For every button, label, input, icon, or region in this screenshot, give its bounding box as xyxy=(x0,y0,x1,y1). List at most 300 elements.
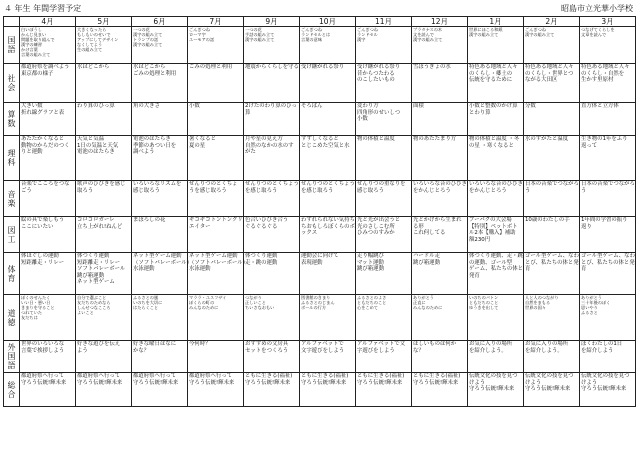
cell-line: ぼくらの町の xyxy=(189,300,215,305)
cell-line: 水はどこから xyxy=(77,64,110,70)
schedule-cell xyxy=(524,295,580,341)
month-header: 9月 xyxy=(244,17,300,27)
cell-line: とび、私たちの体と発 xyxy=(581,259,635,266)
cell-line: 漢字の組み立て xyxy=(245,37,275,42)
schedule-cell xyxy=(300,103,356,136)
schedule-cell xyxy=(468,341,524,373)
cell-line: 友だちのためなら xyxy=(77,300,111,305)
schedule-cell xyxy=(580,64,636,103)
schedule-cell xyxy=(20,217,76,253)
cell-line: 漢字の組み立て xyxy=(413,37,443,42)
schedule-cell xyxy=(132,136,188,181)
schedule-cell xyxy=(132,27,188,64)
schedule-cell xyxy=(76,253,132,295)
schedule-cell xyxy=(524,103,580,136)
cell-line: 自然をまもる xyxy=(525,300,551,305)
schedule-cell xyxy=(468,295,524,341)
cell-line: わすれられない気持ち xyxy=(301,217,355,223)
subject-row xyxy=(4,64,636,103)
cell-line: を紹介しよう xyxy=(581,347,614,354)
schedule-cell xyxy=(20,341,76,373)
cell-line: 表現運動 xyxy=(301,259,323,266)
cell-line: 角の大きさ xyxy=(133,103,160,109)
cell-line: を感じ取ろう xyxy=(301,187,334,194)
cell-line: 面積 xyxy=(413,103,424,109)
cell-line: せんりつの重なりを xyxy=(357,181,406,187)
cell-line: 言葉の組み立て xyxy=(21,52,51,57)
cell-line: 体ほぐしの運動 xyxy=(21,253,59,259)
cell-line: 天気と気温 xyxy=(77,136,104,142)
cell-line: ゴール型ゲーム、なわ xyxy=(525,253,579,259)
subject-label xyxy=(4,341,20,373)
cell-line: プラタナスの木 xyxy=(413,27,443,32)
cell-line: 文章を読んで xyxy=(581,32,607,37)
page-title: ４ 年生 年間学習予定 xyxy=(4,4,82,13)
cell-line: 文字遊びをしよう xyxy=(301,347,345,354)
subject-char: 育 xyxy=(7,273,16,283)
schedule-cell xyxy=(412,295,468,341)
cell-line: 手話の組み立て xyxy=(245,32,275,37)
subject-row xyxy=(4,136,636,181)
cell-line: ぼくわたしの1日 xyxy=(581,341,623,347)
cell-line: とじこめた空気と水 xyxy=(301,142,350,149)
subject-char: 会 xyxy=(7,83,16,92)
cell-line: を感じ取ろう xyxy=(245,187,278,194)
schedule-cell xyxy=(524,181,580,217)
cell-line: 守ろう伝統!輝未来 xyxy=(525,386,571,392)
schedule-cell xyxy=(524,64,580,103)
schedule-cell xyxy=(580,217,636,253)
cell-line: 守ろう伝統!輝未来 xyxy=(581,386,627,392)
cell-line: けよう xyxy=(525,379,542,386)
cell-line: 短距離走・リレー xyxy=(77,259,121,266)
cell-line: ゲーム、私たちの体と xyxy=(469,266,524,272)
cell-line: ありがとう xyxy=(581,295,602,300)
cell-line: のこしたいもの xyxy=(357,77,395,83)
cell-line: をかんじとろう xyxy=(413,187,451,194)
schedule-cell xyxy=(300,27,356,64)
cell-line: セットをつくろう xyxy=(245,347,289,354)
cell-line: 体つくり運動、走・跳 xyxy=(469,253,523,259)
cell-line: 水はどこから xyxy=(133,64,166,70)
subject-label xyxy=(4,64,20,103)
cell-line: ちいさなおもい xyxy=(245,305,275,310)
cell-line: 生き物の1年をふり xyxy=(581,136,628,142)
cell-line: 調べよう xyxy=(133,149,155,155)
cell-line: よう xyxy=(77,347,88,354)
subject-label xyxy=(4,373,20,407)
schedule-table xyxy=(3,16,636,407)
schedule-cell xyxy=(412,181,468,217)
schedule-cell xyxy=(188,136,244,181)
cell-line: 伝統文化の技を見つ xyxy=(469,373,518,379)
schedule-cell xyxy=(76,27,132,64)
cell-line: をかんじとろう xyxy=(469,187,507,194)
schedule-cell xyxy=(188,181,244,217)
schedule-cell xyxy=(524,27,580,64)
month-header-row xyxy=(4,17,636,27)
cell-line: （ソフトバレーボール） xyxy=(133,259,193,266)
cell-line: これ何してる xyxy=(413,230,446,236)
cell-line: 世界のいろいろな xyxy=(21,341,65,347)
schedule-cell xyxy=(244,27,300,64)
subject-char: 国 xyxy=(7,352,16,361)
schedule-cell xyxy=(356,181,412,217)
cell-line: ネット型ゲーム運動 xyxy=(133,253,182,259)
schedule-cell xyxy=(356,253,412,295)
cell-line: ごみの処理と利用 xyxy=(133,70,177,77)
schedule-cell xyxy=(356,27,412,64)
cell-line: 分数 xyxy=(525,103,536,109)
cell-line: 体つくり運動 xyxy=(245,253,278,259)
schedule-cell xyxy=(468,27,524,64)
schedule-cell xyxy=(412,64,468,103)
cell-line: 電池のはたらき xyxy=(133,136,171,142)
schedule-cell xyxy=(188,253,249,295)
cell-line: 守ろう伝統!輝未来 xyxy=(469,386,515,392)
schedule-cell xyxy=(188,64,244,103)
cell-line: 自分で選ぶこと xyxy=(77,295,107,300)
subject-row xyxy=(4,181,636,217)
cell-line: きまりを守ること xyxy=(21,305,55,310)
cell-line: まぼろしの花 xyxy=(133,217,166,223)
cell-line: な？ xyxy=(413,347,424,354)
cell-line: ハードル走 xyxy=(413,253,440,259)
schedule-cell xyxy=(412,136,468,181)
schedule-cell xyxy=(468,181,524,217)
cell-line: あたたかくなると xyxy=(21,136,65,142)
cell-line: マット運動 xyxy=(357,259,384,266)
schedule-cell xyxy=(132,217,188,253)
cell-line: ネット型ゲーム運動 xyxy=(189,253,238,259)
cell-line: 特色ある地域と人々 xyxy=(469,64,518,70)
cell-line: よいこと xyxy=(77,310,94,315)
subject-row xyxy=(4,27,636,64)
cell-line: 都道府県へ行って xyxy=(189,373,233,379)
subject-label xyxy=(4,27,20,64)
cell-line: 受け継がれる祭り xyxy=(301,64,345,70)
cell-line: アルファベットで文 xyxy=(357,341,406,347)
cell-line: すずしくなると xyxy=(301,136,339,142)
cell-line: アップにしてデザイン xyxy=(77,37,119,42)
cell-line: 生かす里原村 xyxy=(581,77,614,83)
schedule-cell xyxy=(132,373,188,407)
cell-line: 都道府県へ行って xyxy=(133,373,177,379)
schedule-cell xyxy=(188,217,244,253)
schedule-cell xyxy=(244,373,300,407)
schedule-cell xyxy=(468,64,524,103)
schedule-cell xyxy=(132,181,188,217)
schedule-cell xyxy=(524,341,580,373)
cell-line: 額230円 xyxy=(469,236,491,243)
cell-line: いろいろな音のひびき xyxy=(469,181,523,187)
cell-line: 小数と整数のかけ算 xyxy=(469,103,518,109)
schedule-cell xyxy=(244,103,300,136)
cell-line: 伝統文化の技を見つ xyxy=(581,373,630,379)
cell-line: 体つくり運動 xyxy=(77,253,110,259)
cell-line: ごんぎつね xyxy=(357,27,378,32)
schedule-cell xyxy=(20,181,76,217)
cell-line: を紹介しよう。 xyxy=(525,347,563,354)
subject-char: 音 xyxy=(7,189,16,199)
cell-line: ごみの処理と利用 xyxy=(189,64,233,70)
cell-line: せんりつのとくちょう xyxy=(301,181,355,187)
subject-char: 国 xyxy=(7,36,16,45)
subject-char: 図 xyxy=(7,225,16,235)
cell-line: せんりつのとくちょ xyxy=(189,181,238,187)
month-header: 10月 xyxy=(300,17,356,27)
schedule-cell xyxy=(188,103,244,136)
cell-line: おすすめの文房具 xyxy=(245,341,289,347)
cell-line: 跳び箱運動 xyxy=(413,259,440,266)
schedule-cell xyxy=(244,181,300,217)
cell-line: 夏の星 xyxy=(189,142,206,149)
cell-line: 歌声のひびきを感じ xyxy=(77,181,126,187)
cell-line: ごう xyxy=(21,187,32,194)
cell-line: ックス xyxy=(301,230,318,236)
cell-line: 育 xyxy=(525,266,531,272)
schedule-cell xyxy=(356,341,412,373)
cell-line: 守ろう伝統!輝未来 xyxy=(245,379,291,386)
cell-line: のくらし・自然を xyxy=(581,70,625,77)
cell-line: ありがとう xyxy=(413,295,434,300)
subject-char: 数 xyxy=(7,119,16,128)
cell-line: 季節のあつい日を xyxy=(133,142,177,149)
cell-line: ともだちのこと xyxy=(357,300,387,305)
subject-label xyxy=(4,217,20,253)
cell-line: 色合いひびき合う xyxy=(245,217,289,223)
cell-line: 正直に xyxy=(413,300,426,305)
subject-char: 外 xyxy=(7,343,16,352)
cell-line: 光と光が出会うと xyxy=(357,217,401,223)
cell-line: 漢字 xyxy=(357,37,366,42)
schedule-cell xyxy=(356,103,412,136)
subject-char: 社 xyxy=(7,74,16,83)
subject-row xyxy=(4,295,636,341)
cell-line: 月や星の見え方 xyxy=(245,136,283,142)
cell-line: 東京都の様子 xyxy=(21,70,54,77)
schedule-cell xyxy=(356,295,412,341)
cell-line: ネット型ゲーム xyxy=(77,279,115,285)
schedule-cell xyxy=(188,27,244,64)
cell-line: 伝統を守るために xyxy=(469,77,513,83)
cell-line: 感じ取ろう xyxy=(357,187,384,194)
schedule-cell xyxy=(580,136,636,181)
cell-line: ブーバクの大会場 xyxy=(469,217,512,223)
subject-char: 体 xyxy=(7,264,16,274)
cell-line: 人と人のつながり xyxy=(525,295,559,300)
schedule-cell xyxy=(76,136,132,181)
cell-line: ぼくのせんたく xyxy=(21,295,51,300)
cell-line: 1日の気温と天気 xyxy=(77,142,119,149)
schedule-cell xyxy=(580,373,636,407)
cell-line: 日本の音楽でつながろ xyxy=(581,181,635,187)
schedule-cell xyxy=(356,64,412,103)
cell-line: 漢字の組み立て xyxy=(133,32,163,37)
cell-line: 漢字の組み立て xyxy=(133,42,163,47)
cell-line: 立ち上がれ!ねんど xyxy=(77,223,123,230)
cell-line: とわり算 xyxy=(469,109,491,116)
cell-line: 日本の音楽でつながろ xyxy=(525,181,579,187)
schedule-cell xyxy=(300,253,356,295)
cell-line: （ソフトバレーボール） xyxy=(189,259,249,266)
cell-line: 文を読んで xyxy=(413,32,434,37)
cell-line: 物の体積と温度 ・冬 xyxy=(469,136,520,142)
cell-line: アルファベットで xyxy=(301,341,344,347)
cell-line: 特色ある地域と人々 xyxy=(525,64,574,70)
cell-line: 友だちは xyxy=(21,315,38,320)
cell-line: ともに生きる(福祉) xyxy=(301,373,349,379)
cell-line: 走・跳の運動 xyxy=(245,259,278,266)
schedule-cell xyxy=(580,253,636,295)
cell-line: けよう xyxy=(469,379,486,386)
schedule-cell xyxy=(76,103,132,136)
cell-line: を紹介しよう。 xyxy=(469,347,507,354)
subject-row xyxy=(4,217,636,253)
cell-line: 1年間の学習の振り xyxy=(581,217,628,223)
schedule-cell xyxy=(524,253,580,295)
month-header: 7月 xyxy=(188,17,244,27)
cell-line: 絵の具で楽しもう xyxy=(21,217,65,223)
cell-line: のくらし・郷土の xyxy=(469,70,513,77)
cell-line: 白いぼうし xyxy=(21,27,42,32)
cell-line: 一つの花 xyxy=(133,27,150,32)
cell-line: つれていた xyxy=(21,310,42,315)
cell-line: 伝統文化の技を見つ xyxy=(525,373,574,379)
month-header: 4月 xyxy=(20,17,76,27)
cell-line: ともだちのこと xyxy=(469,300,499,305)
cell-line: 感じ取ろう xyxy=(133,187,160,194)
cell-line: 小数 xyxy=(189,103,200,109)
cell-line: はたらくこと xyxy=(133,305,159,310)
cell-line: 三十年後のぼく xyxy=(581,300,611,305)
cell-line: る形 xyxy=(413,223,424,230)
schedule-cell xyxy=(132,64,188,103)
cell-line: のくらし・世界とつ xyxy=(525,70,574,77)
schedule-cell xyxy=(188,341,244,373)
cell-line: 走り幅跳び xyxy=(357,253,384,259)
cell-line: わり算のひっ算 xyxy=(77,103,115,109)
cell-line: 小数 xyxy=(357,116,368,122)
schedule-cell xyxy=(412,27,468,64)
subject-char: 語 xyxy=(7,361,16,370)
schedule-cell xyxy=(132,341,188,373)
cell-line: 守ろう伝統!輝未来 xyxy=(21,379,67,386)
schedule-cell xyxy=(524,217,580,253)
cell-line: 心をこめて xyxy=(357,305,378,310)
cell-line: ぐるぐるぐる xyxy=(245,223,278,230)
schedule-cell xyxy=(20,136,76,181)
cell-line: 雪ぼうぎょの水 xyxy=(413,64,451,70)
schedule-cell xyxy=(76,217,132,253)
cell-line: りと運動 xyxy=(21,149,43,155)
schedule-cell xyxy=(20,253,76,295)
schedule-cell xyxy=(580,181,636,217)
subject-row xyxy=(4,253,636,295)
cell-line: 昔からつたわる xyxy=(357,70,395,77)
cell-line: かけ言葉 xyxy=(21,47,38,52)
schedule-cell xyxy=(20,373,76,407)
schedule-cell xyxy=(412,217,468,253)
month-header: 11月 xyxy=(356,17,412,27)
cell-line: 物のあたたまり方 xyxy=(413,136,457,142)
cell-line: 生の組み立て xyxy=(77,47,103,52)
schedule-cell xyxy=(468,217,524,253)
cell-line: の運動、ゴール型 xyxy=(469,259,513,266)
cell-line: 水泳運動 xyxy=(133,266,155,272)
cell-line: ここにいたい xyxy=(21,223,54,230)
cell-line: けよう xyxy=(581,379,598,386)
cell-line: お気に入りの場所 xyxy=(469,341,513,347)
schedule-cell xyxy=(188,295,244,341)
cell-line: マララ・ユスフザイ xyxy=(189,295,227,300)
cell-line: トランプの話 xyxy=(133,37,159,42)
cell-line: いい日・悪い日 xyxy=(21,300,51,305)
cell-line: 問題を取り組んで xyxy=(21,37,55,42)
cell-line: ボールの行方 xyxy=(301,305,327,310)
cell-line: ともに生きる(福祉) xyxy=(413,373,461,379)
schedule-cell xyxy=(524,373,580,407)
schedule-cell xyxy=(580,295,636,341)
subject-label xyxy=(4,103,20,136)
cell-line: 大きい数 xyxy=(21,103,43,109)
cell-line: ソフトバレーボール xyxy=(77,266,126,272)
schedule-cell xyxy=(132,295,188,341)
cell-line: かんじ見まい xyxy=(21,32,47,37)
cell-line: ほしいものは何か xyxy=(413,341,457,347)
cell-line: みんなのために xyxy=(189,305,219,310)
cell-line: 自然のなかの水のす xyxy=(245,142,294,149)
cell-line: とび、私たちの体と発 xyxy=(525,259,579,266)
cell-line: 言葉で挨拶しよう xyxy=(21,347,65,354)
cell-line: 短距離走・リレー xyxy=(21,259,65,266)
subject-char: 総 xyxy=(7,380,16,390)
cell-line: ともに生きる(福祉) xyxy=(245,373,293,379)
cell-line: ごんぎつね xyxy=(525,27,546,32)
cell-line: せんりつのとくちょう xyxy=(245,181,299,187)
schedule-cell xyxy=(76,295,132,341)
cell-line: 水のすがたと温度 xyxy=(525,136,569,142)
schedule-cell xyxy=(356,373,412,407)
cell-line: ふるさと xyxy=(581,310,598,315)
schedule-cell xyxy=(244,64,300,103)
month-header: 1月 xyxy=(468,17,524,27)
month-header: 6月 xyxy=(132,17,188,27)
subject-char: 道 xyxy=(7,308,16,318)
schedule-cell xyxy=(20,27,76,64)
cell-line: もしもいのせいで xyxy=(77,32,111,37)
cell-line: 四角形のせいしつ xyxy=(357,109,401,116)
cell-line: 光のさしこむ所 xyxy=(357,223,395,230)
cell-line: かな？ xyxy=(133,347,150,354)
cell-line: いのちのバトン xyxy=(469,295,499,300)
cell-line: みんなのために xyxy=(413,305,443,310)
schedule-cell xyxy=(76,341,132,373)
cell-line: ごんぎつね xyxy=(189,27,210,32)
cell-line: お気に入りの場所 xyxy=(525,341,569,347)
cell-line: 暑くなると xyxy=(189,136,216,142)
cell-line: 返って xyxy=(581,142,598,149)
cell-line: 守ろう伝統!輝未来 xyxy=(357,379,403,386)
cell-line: つなげてくらしを xyxy=(581,27,615,32)
cell-line: ランドセル xyxy=(357,32,378,37)
cell-line: いろいろな音のひびき xyxy=(413,181,467,187)
schedule-cell xyxy=(468,373,524,407)
cell-line: 算 xyxy=(245,109,251,116)
cell-line: 10歳のわたしの手 xyxy=(525,217,570,223)
cell-line: つながり xyxy=(245,295,262,300)
subject-label xyxy=(4,136,20,181)
